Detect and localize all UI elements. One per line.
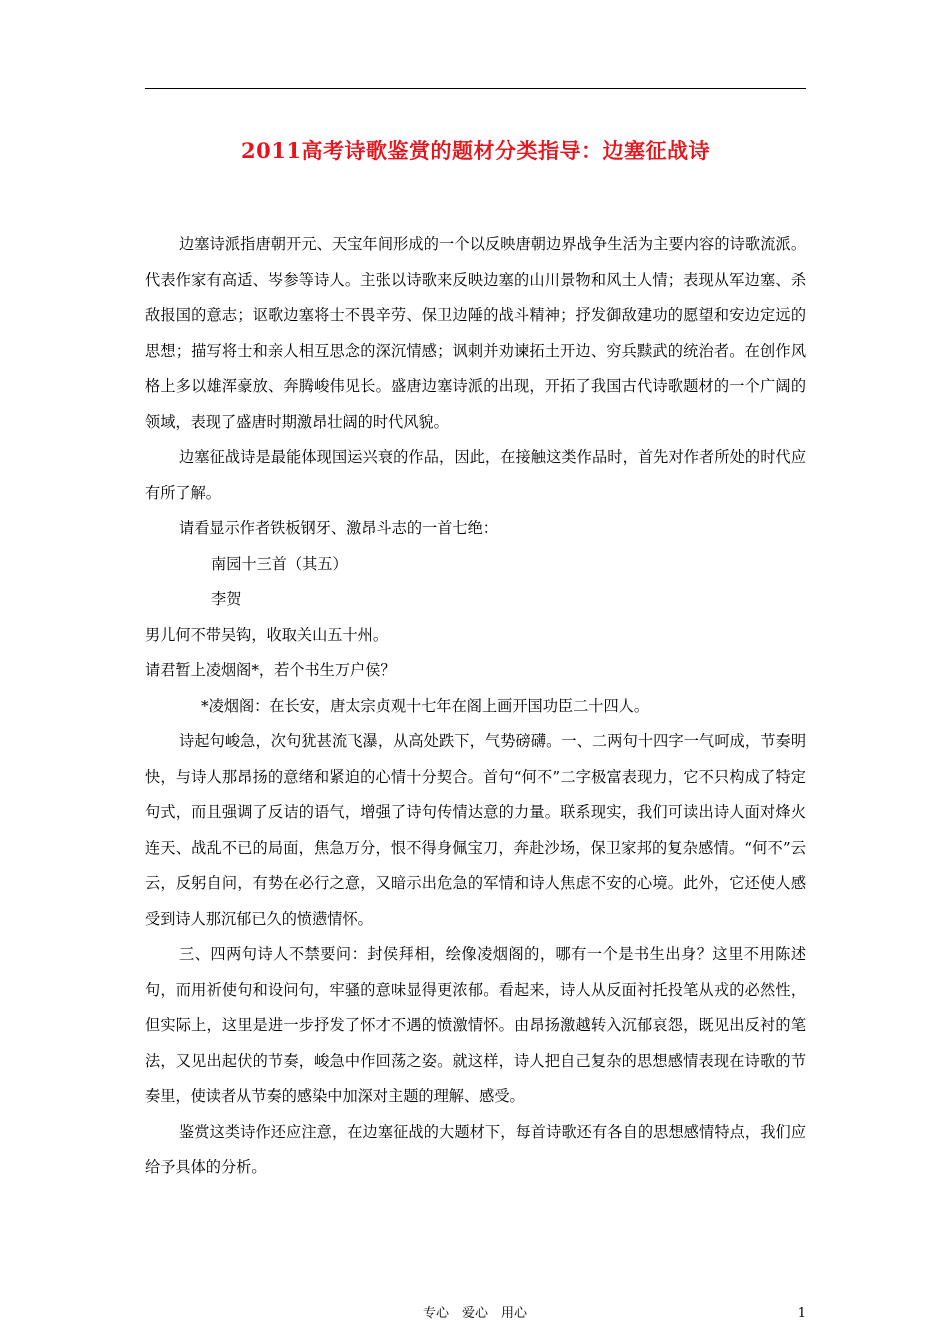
paragraph-poem-lead: 请看显示作者铁板钢牙、激昂斗志的一首七绝：: [179, 519, 498, 537]
paragraph-analysis-1: 诗起句峻急，次句犹甚流飞瀑，从高处跌下，气势磅礴。一、二两句十四字一气呵成，节奏明快，与诗人那昂扬的意绪和紧迫的心情十分契合。首句“何不”二字极富表现力，它不只构成了特定句式，而且强调了反诘的语气，增强了诗句传情达意的力量。联系现实，我们可读出诗人面对烽火连天、战乱不已的局面，焦急万分，恨不得身佩宝刀，奔赴沙场，保卫家邦的复杂感情。“何不”云云，反躬自问，有势在必行之意，又暗示出危急的军情和诗人焦虑不安的心境。此外，它还使人感受到诗人那沉郁已久的愤懑情怀。: [145, 732, 806, 928]
paragraph-intro: 边塞诗派指唐朝开元、天宝年间形成的一个以反映唐朝边界战争生活为主要内容的诗歌流派。代表作家有高适、岑参等诗人。主张以诗歌来反映边塞的山川景物和风土人情；表现从军边塞、杀敌报国的意志；讴歌边塞将士不畏辛劳、保卫边陲的战斗精神；抒发御敌建功的愿望和安边定远的思想；描写将士和亲人相互思念的深沉情感；讽刺并劝谏拓土开边、穷兵黩武的统治者。在创作风格上多以雄浑豪放、奔腾峻伟见长。盛唐边塞诗派的出现，开拓了我国古代诗歌题材的一个广阔的领域，表现了盛唐时期激昂壮阔的时代风貌。: [145, 235, 806, 431]
paragraph-analysis-3: 鉴赏这类诗作还应注意，在边塞征战的大题材下，每首诗歌还有各自的思想感情特点，我们应给予具体的分析。: [145, 1122, 806, 1176]
paragraph-context: 边塞征战诗是最能体现国运兴衰的作品，因此，在接触这类作品时，首先对作者所处的时代应有所了解。: [145, 448, 806, 502]
page-title: 2011高考诗歌鉴赏的题材分类指导：边塞征战诗: [241, 138, 710, 164]
poem-line: 男儿何不带吴钩，收取关山五十州。: [145, 625, 388, 644]
poem-footnote: *凌烟阁：在长安，唐太宗贞观十七年在阁上画开国功臣二十四人。: [201, 696, 650, 715]
footer-motto: 专心 爱心 用心: [422, 1306, 527, 1321]
paragraph-analysis-2: 三、四两句诗人不禁要问：封侯拜相，绘像凌烟阁的，哪有一个是书生出身？这里不用陈述句，而用祈使句和设问句，牢骚的意味显得更浓郁。看起来，诗人从反面衬托投笔从戎的必然性，但实际上，这里是进一步抒发了怀才不遇的愤激情怀。由昂扬激越转入沉郁哀怨，既见出反衬的笔法，又见出起伏的节奏，峻急中作回荡之姿。就这样，诗人把自己复杂的思想感情表现在诗歌的节奏里，使读者从节奏的感染中加深对主题的理解、感受。: [145, 945, 806, 1105]
poem-author: 李贺: [211, 590, 242, 608]
document-body: [145, 227, 806, 1186]
poem-title: 南园十三首（其五）: [211, 554, 348, 573]
poem-line: 请君暂上凌烟阁*，若个书生万户侯？: [145, 661, 396, 679]
page-number: 1: [797, 1306, 806, 1321]
header-rule: [145, 88, 806, 89]
